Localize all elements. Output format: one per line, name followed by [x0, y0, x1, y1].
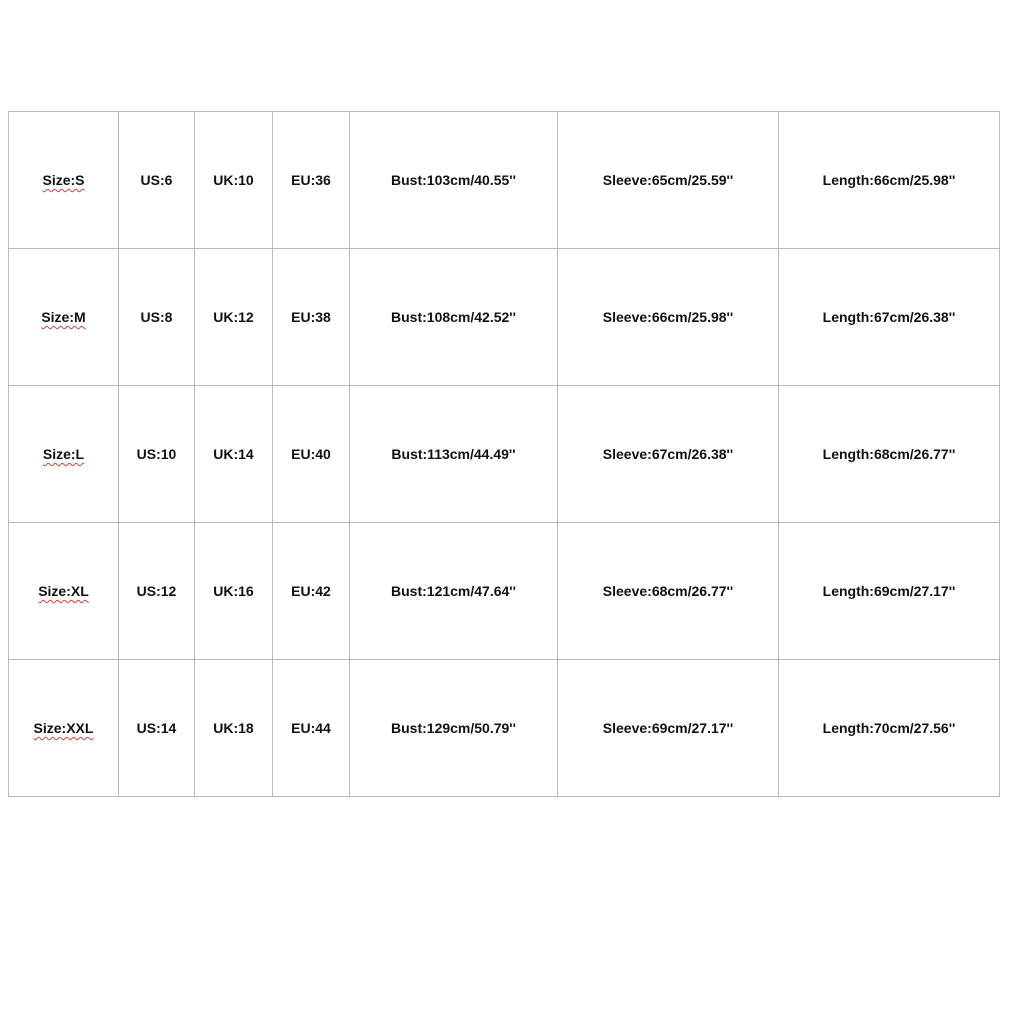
bust-cell: Bust:103cm/40.55'' — [350, 112, 558, 249]
us-size-cell: US:14 — [119, 660, 195, 797]
bust-cell: Bust:113cm/44.49'' — [350, 386, 558, 523]
sleeve-cell: Sleeve:69cm/27.17'' — [558, 660, 779, 797]
size-label: Size:XL — [38, 583, 89, 599]
sleeve-cell: Sleeve:68cm/26.77'' — [558, 523, 779, 660]
sleeve-cell: Sleeve:65cm/25.59'' — [558, 112, 779, 249]
uk-size-cell: UK:12 — [195, 249, 273, 386]
table-row — [9, 249, 1000, 386]
table-row — [9, 660, 1000, 797]
bust-cell: Bust:108cm/42.52'' — [350, 249, 558, 386]
size-label: Size:M — [41, 309, 86, 325]
eu-size-cell: EU:40 — [273, 386, 350, 523]
eu-size-cell: EU:38 — [273, 249, 350, 386]
length-cell: Length:68cm/26.77'' — [779, 386, 1000, 523]
bust-cell: Bust:129cm/50.79'' — [350, 660, 558, 797]
us-size-cell: US:6 — [119, 112, 195, 249]
us-size-cell: US:8 — [119, 249, 195, 386]
sleeve-cell: Sleeve:66cm/25.98'' — [558, 249, 779, 386]
uk-size-cell: UK:10 — [195, 112, 273, 249]
table-row — [9, 523, 1000, 660]
size-cell — [9, 386, 119, 523]
table-row — [9, 112, 1000, 249]
size-label: Size:S — [42, 172, 85, 188]
uk-size-cell: UK:18 — [195, 660, 273, 797]
size-label: Size:L — [42, 446, 85, 462]
uk-size-cell: UK:14 — [195, 386, 273, 523]
length-cell: Length:67cm/26.38'' — [779, 249, 1000, 386]
size-cell — [9, 112, 119, 249]
uk-size-cell: UK:16 — [195, 523, 273, 660]
size-cell — [9, 523, 119, 660]
size-label: Size:XXL — [33, 720, 94, 736]
sleeve-cell: Sleeve:67cm/26.38'' — [558, 386, 779, 523]
us-size-cell: US:12 — [119, 523, 195, 660]
length-cell: Length:70cm/27.56'' — [779, 660, 1000, 797]
table-row — [9, 386, 1000, 523]
length-cell: Length:66cm/25.98'' — [779, 112, 1000, 249]
size-chart-table — [8, 111, 1000, 797]
us-size-cell: US:10 — [119, 386, 195, 523]
size-cell — [9, 660, 119, 797]
eu-size-cell: EU:36 — [273, 112, 350, 249]
size-cell — [9, 249, 119, 386]
bust-cell: Bust:121cm/47.64'' — [350, 523, 558, 660]
eu-size-cell: EU:44 — [273, 660, 350, 797]
eu-size-cell: EU:42 — [273, 523, 350, 660]
length-cell: Length:69cm/27.17'' — [779, 523, 1000, 660]
